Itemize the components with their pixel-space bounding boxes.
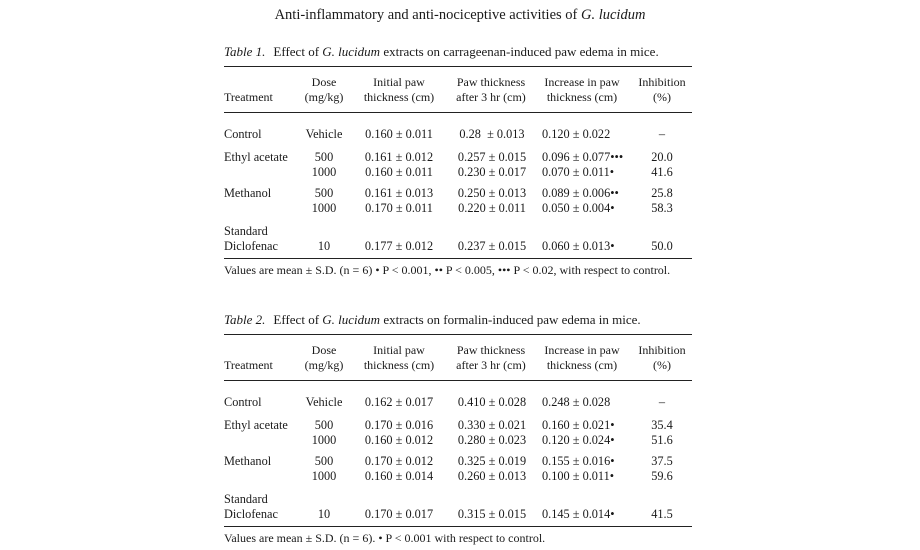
row-initial: 0.170 ± 0.016 bbox=[364, 418, 434, 432]
row-dose: 500 bbox=[314, 454, 334, 468]
row-inhibition: 59.6 bbox=[651, 469, 673, 483]
row-increase: 0.070 ± 0.011• bbox=[542, 165, 615, 179]
bottom-rule bbox=[224, 526, 692, 527]
row-increase: 0.096 ± 0.077••• bbox=[542, 150, 624, 164]
row-after: 0.410 ± 0.028 bbox=[457, 395, 527, 409]
row-inhibition: 41.6 bbox=[651, 165, 673, 179]
row-treatment: Standard bbox=[224, 492, 268, 506]
row-inhibition: 25.8 bbox=[651, 186, 673, 200]
row-inhibition: 20.0 bbox=[651, 150, 673, 164]
column-header-inhibition: Inhibition (%) bbox=[638, 75, 686, 104]
row-dose: 500 bbox=[314, 150, 334, 164]
column-header-dose: Dose (mg/kg) bbox=[304, 343, 344, 372]
caption-species: G. lucidum bbox=[322, 312, 381, 327]
caption-text: extracts on carrageenan-induced paw edema in mice. bbox=[380, 44, 659, 59]
column-header-inhibition: Inhibition (%) bbox=[638, 343, 686, 372]
row-after: 0.330 ± 0.021 bbox=[457, 418, 527, 432]
column-header-initial: Initial paw thickness (cm) bbox=[363, 343, 435, 372]
caption-text: Effect of bbox=[273, 312, 323, 327]
row-inhibition: 35.4 bbox=[651, 418, 673, 432]
column-header-initial: Initial paw thickness (cm) bbox=[363, 75, 435, 104]
row-after: 0.260 ± 0.013 bbox=[457, 469, 527, 483]
row-dose: 10 bbox=[317, 239, 331, 253]
row-treatment: Diclofenac bbox=[224, 507, 278, 521]
row-after: 0.257 ± 0.015 bbox=[457, 150, 527, 164]
row-dose: 1000 bbox=[311, 433, 337, 447]
column-header-increase: Increase in paw thickness (cm) bbox=[544, 343, 620, 372]
row-increase: 0.120 ± 0.022 bbox=[542, 127, 611, 141]
page-title-text: Anti-inflammatory and anti-nociceptive activities of bbox=[274, 7, 581, 23]
table-label: Table 2. bbox=[224, 312, 266, 327]
row-initial: 0.170 ± 0.017 bbox=[364, 507, 434, 521]
row-dose: 10 bbox=[317, 507, 331, 521]
row-increase: 0.248 ± 0.028 bbox=[542, 395, 611, 409]
row-after: 0.315 ± 0.015 bbox=[457, 507, 527, 521]
row-inhibition: 50.0 bbox=[651, 239, 673, 253]
row-initial: 0.160 ± 0.014 bbox=[364, 469, 434, 483]
row-treatment: Control bbox=[224, 127, 262, 141]
column-header-treatment: Treatment bbox=[224, 358, 273, 372]
table-footnote: Values are mean ± S.D. (n = 6). • P < 0.001 with respect to control. bbox=[224, 531, 546, 545]
column-header-increase: Increase in paw thickness (cm) bbox=[544, 75, 620, 104]
header-rule bbox=[224, 380, 692, 381]
row-dose: Vehicle bbox=[305, 127, 343, 141]
row-dose: 500 bbox=[314, 186, 334, 200]
column-header-after: Paw thickness after 3 hr (cm) bbox=[456, 343, 526, 372]
row-after: 0.28 ± 0.013 bbox=[459, 127, 525, 141]
top-rule bbox=[224, 334, 692, 335]
row-increase: 0.100 ± 0.011• bbox=[542, 469, 615, 483]
row-increase: 0.145 ± 0.014• bbox=[542, 507, 615, 521]
row-treatment: Ethyl acetate bbox=[224, 150, 288, 164]
header-rule bbox=[224, 112, 692, 113]
column-header-dose: Dose (mg/kg) bbox=[304, 75, 344, 104]
row-increase: 0.120 ± 0.024• bbox=[542, 433, 615, 447]
table-footnote: Values are mean ± S.D. (n = 6) • P < 0.001, •• P < 0.005, ••• P < 0.02, with respect to control. bbox=[224, 263, 671, 277]
row-increase: 0.155 ± 0.016• bbox=[542, 454, 615, 468]
row-inhibition: – bbox=[658, 395, 666, 409]
row-initial: 0.177 ± 0.012 bbox=[364, 239, 434, 253]
row-inhibition: 37.5 bbox=[651, 454, 673, 468]
row-inhibition: – bbox=[658, 127, 666, 141]
row-treatment: Diclofenac bbox=[224, 239, 278, 253]
row-initial: 0.161 ± 0.013 bbox=[364, 186, 434, 200]
row-inhibition: 51.6 bbox=[651, 433, 673, 447]
row-after: 0.237 ± 0.015 bbox=[457, 239, 527, 253]
row-increase: 0.060 ± 0.013• bbox=[542, 239, 615, 253]
row-dose: 500 bbox=[314, 418, 334, 432]
caption-text: extracts on formalin-induced paw edema in mice. bbox=[380, 312, 641, 327]
row-after: 0.250 ± 0.013 bbox=[457, 186, 527, 200]
row-initial: 0.161 ± 0.012 bbox=[364, 150, 434, 164]
row-after: 0.280 ± 0.023 bbox=[457, 433, 527, 447]
row-initial: 0.160 ± 0.011 bbox=[365, 165, 433, 179]
row-treatment: Control bbox=[224, 395, 262, 409]
table-caption bbox=[224, 312, 641, 328]
row-dose: 1000 bbox=[311, 469, 337, 483]
row-after: 0.220 ± 0.011 bbox=[458, 201, 526, 215]
column-header-treatment: Treatment bbox=[224, 90, 273, 104]
row-initial: 0.170 ± 0.012 bbox=[364, 454, 434, 468]
row-after: 0.230 ± 0.017 bbox=[457, 165, 527, 179]
bottom-rule bbox=[224, 258, 692, 259]
top-rule bbox=[224, 66, 692, 67]
row-increase: 0.160 ± 0.021• bbox=[542, 418, 615, 432]
row-increase: 0.050 ± 0.004• bbox=[542, 201, 615, 215]
row-initial: 0.160 ± 0.012 bbox=[364, 433, 434, 447]
row-increase: 0.089 ± 0.006•• bbox=[542, 186, 619, 200]
row-initial: 0.162 ± 0.017 bbox=[364, 395, 434, 409]
table-caption bbox=[224, 44, 659, 60]
row-treatment: Standard bbox=[224, 224, 268, 238]
row-dose: 1000 bbox=[311, 165, 337, 179]
page-title-species: G. lucidum bbox=[580, 7, 646, 23]
row-treatment: Methanol bbox=[224, 454, 272, 468]
row-treatment: Ethyl acetate bbox=[224, 418, 288, 432]
row-inhibition: 41.5 bbox=[651, 507, 673, 521]
row-dose: Vehicle bbox=[305, 395, 343, 409]
column-header-after: Paw thickness after 3 hr (cm) bbox=[456, 75, 526, 104]
row-dose: 1000 bbox=[311, 201, 337, 215]
row-after: 0.325 ± 0.019 bbox=[457, 454, 527, 468]
row-inhibition: 58.3 bbox=[651, 201, 673, 215]
row-treatment: Methanol bbox=[224, 186, 272, 200]
caption-species: G. lucidum bbox=[322, 44, 381, 59]
page-title bbox=[0, 7, 920, 24]
table-label: Table 1. bbox=[224, 44, 266, 59]
row-initial: 0.160 ± 0.011 bbox=[365, 127, 433, 141]
caption-text: Effect of bbox=[273, 44, 323, 59]
row-initial: 0.170 ± 0.011 bbox=[365, 201, 433, 215]
